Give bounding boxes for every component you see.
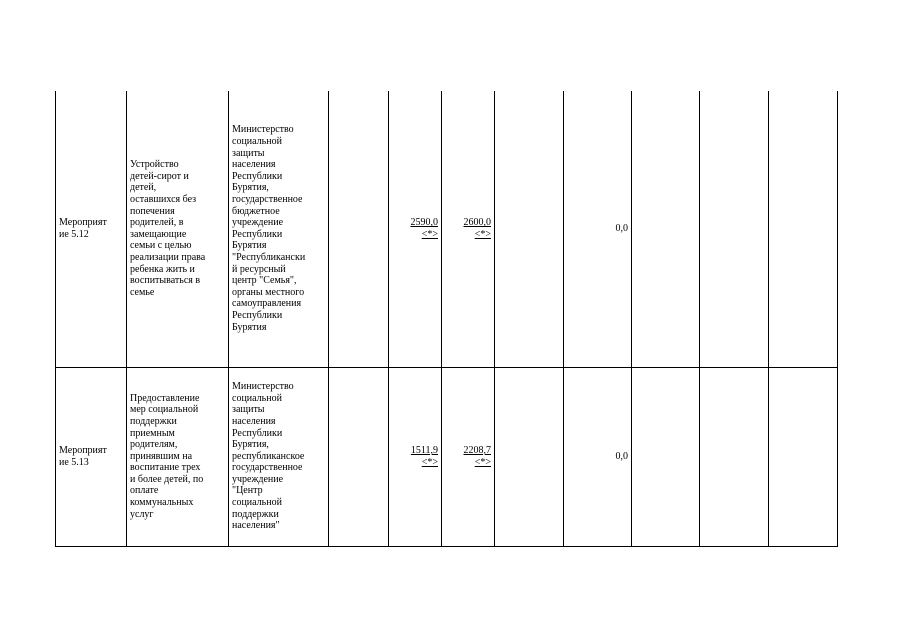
program-table: [55, 91, 838, 547]
table-row: [56, 367, 838, 546]
empty-cell: [632, 91, 700, 367]
value-cell: [442, 367, 495, 546]
event-cell: Мероприят ие 5.12: [56, 91, 127, 367]
description-cell: Устройство детей-сирот и детей, оставшихся без попечения родителей, в замещающие семьи с целью реализации права ребенка жить и воспитываться в семье: [127, 91, 229, 367]
value-2-link[interactable]: 2600,0 <*>: [463, 217, 491, 240]
value-1-link[interactable]: 1511,9 <*>: [410, 444, 438, 468]
value-cell: [389, 91, 442, 367]
empty-cell: [329, 367, 389, 546]
table-row: [56, 91, 838, 367]
value-cell: [442, 91, 495, 367]
value-3-cell: 0,0: [564, 367, 632, 546]
empty-cell: [769, 367, 838, 546]
empty-cell: [495, 367, 564, 546]
empty-cell: [632, 367, 700, 546]
value-cell: [389, 367, 442, 546]
value-3-cell: 0,0: [564, 91, 632, 367]
executor-cell: Министерство социальной защиты населения Республики Бурятия, республиканское государственное учреждение "Центр социальной поддержки населения": [229, 367, 329, 546]
description-cell: Предоставление мер социальной поддержки приемным родителям, принявшим на воспитание трех и более детей, по оплате коммунальных услуг: [127, 367, 229, 546]
value-1-link[interactable]: 2590,0 <*>: [410, 217, 438, 240]
empty-cell: [329, 91, 389, 367]
empty-cell: [700, 91, 769, 367]
empty-cell: [769, 91, 838, 367]
empty-cell: [700, 367, 769, 546]
empty-cell: [495, 91, 564, 367]
value-2-link[interactable]: 2208,7 <*>: [463, 444, 491, 468]
event-cell: Мероприят ие 5.13: [56, 367, 127, 546]
executor-cell: Министерство социальной защиты населения Республики Бурятия, государственное бюджетное учреждение Республики Бурятия "Республикански й ресурсный центр "Семья", органы местного самоуправления Республики Бурятия: [229, 91, 329, 367]
